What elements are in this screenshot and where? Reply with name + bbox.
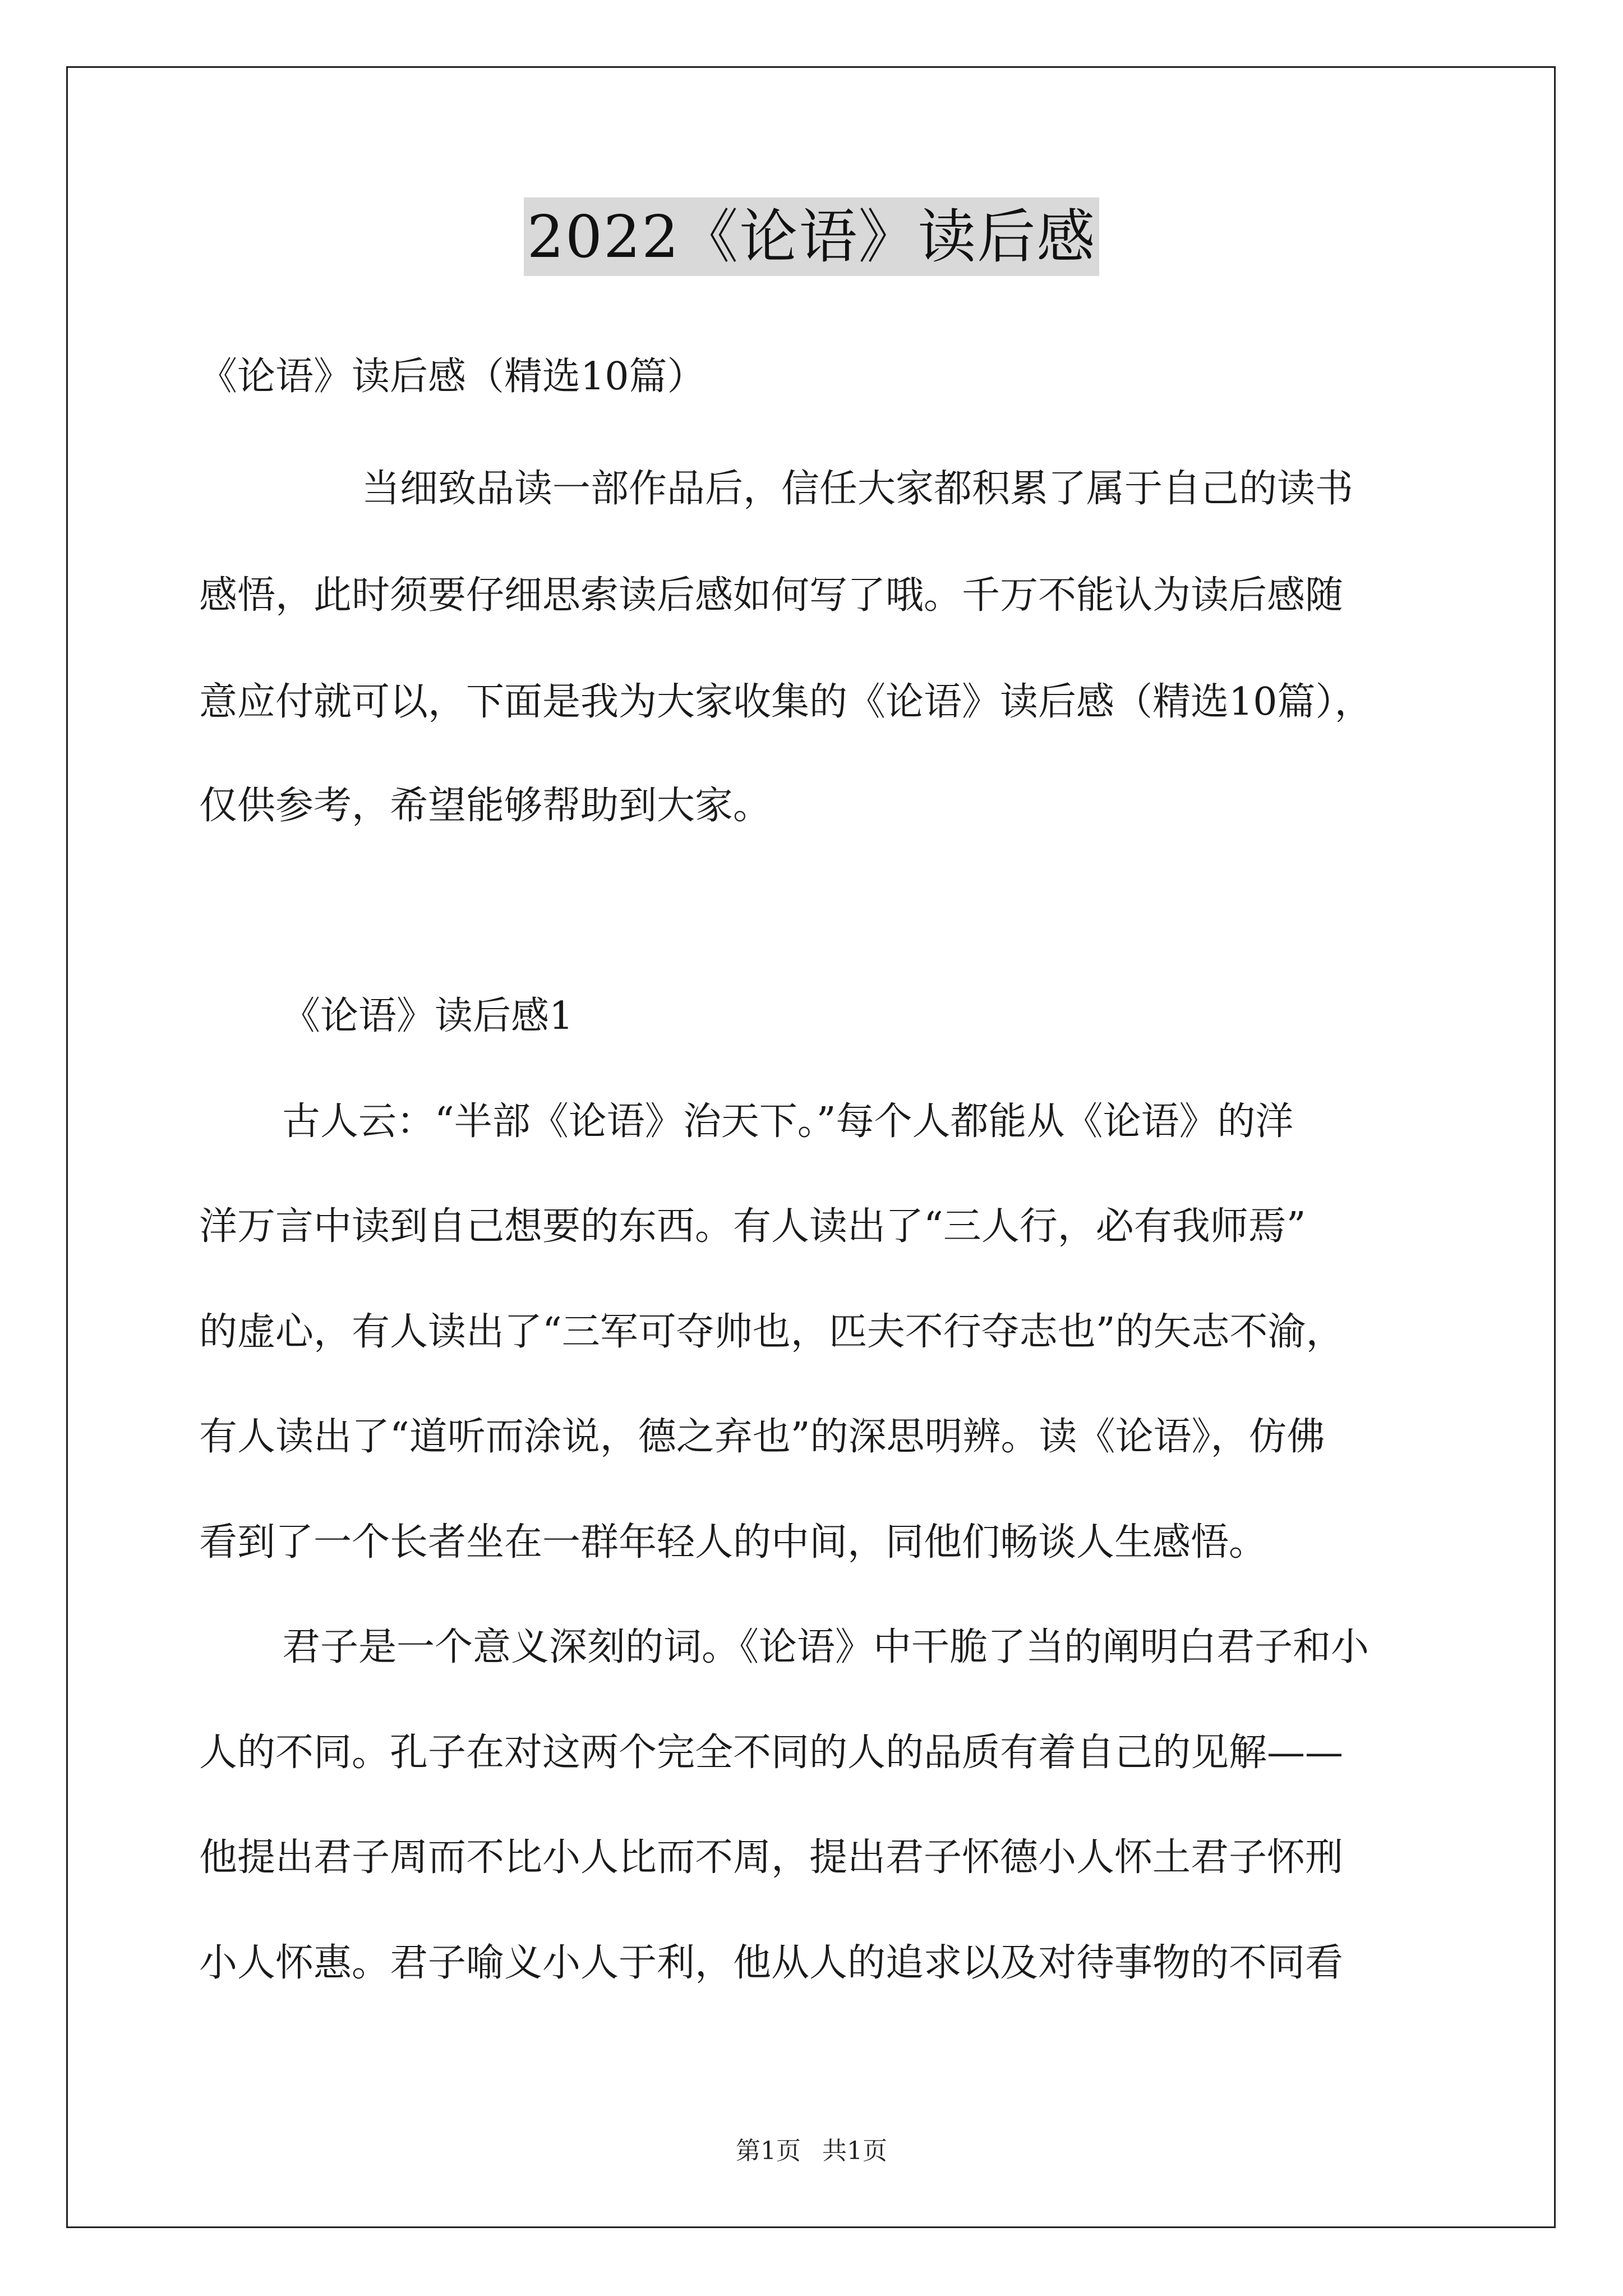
paragraph-line: 洋万言中读到自己想要的东西。有人读出了“三人行，必有我师焉” — [199, 1204, 1306, 1249]
page-total: 共1页 — [822, 2137, 887, 2165]
paragraph-line: 古人云：“半部《论语》治天下。”每个人都能从《论语》的洋 — [282, 1099, 1294, 1144]
page-number: 第1页 — [736, 2137, 801, 2165]
intro-line: 意应付就可以，下面是我为大家收集的《论语》读后感（精选10篇）， — [199, 680, 1373, 724]
paragraph-line: 小人怀惠。君子喻义小人于利，他从人的追求以及对待事物的不同看 — [199, 1941, 1344, 1985]
paragraph-line: 君子是一个意义深刻的词。《论语》中干脆了当的阐明白君子和小 — [282, 1625, 1370, 1669]
page-footer — [0, 2134, 1623, 2168]
paragraph-line: 有人读出了“道听而涂说，德之弃也”的深思明辨。读《论语》，仿佛 — [199, 1415, 1325, 1459]
paragraph-line: 看到了一个长者坐在一群年轻人的中间，同他们畅谈人生感悟。 — [199, 1520, 1267, 1565]
paragraph-line: 的虚心，有人读出了“三军可夺帅也，匹夫不行夺志也”的矢志不渝， — [199, 1310, 1344, 1354]
intro-line: 当细致品读一部作品后，信任大家都积累了属于自己的读书 — [362, 467, 1354, 511]
intro-line: 感悟，此时须要仔细思索读后感如何写了哦。千万不能认为读后感随 — [199, 573, 1344, 618]
intro-line: 仅供参考，希望能够帮助到大家。 — [199, 784, 772, 828]
document-title: 2022《论语》读后感 — [524, 197, 1100, 276]
section-heading: 《论语》读后感1 — [282, 994, 574, 1038]
paragraph-line: 人的不同。孔子在对这两个完全不同的人的品质有着自己的见解—— — [199, 1731, 1344, 1775]
title-container — [0, 197, 1623, 276]
paragraph-line: 他提出君子周而不比小人比而不周，提出君子怀德小人怀土君子怀刑 — [199, 1835, 1344, 1880]
document-subtitle: 《论语》读后感（精选10篇） — [199, 355, 706, 399]
